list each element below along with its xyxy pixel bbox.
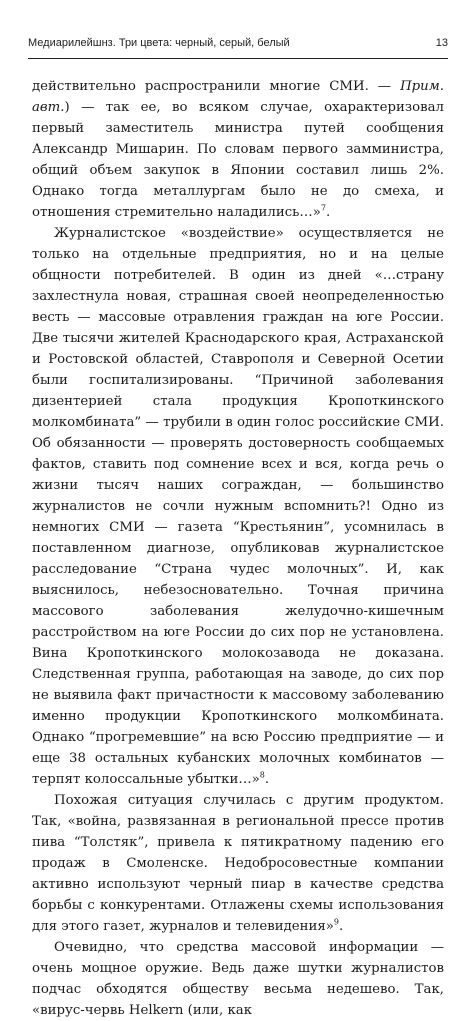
paragraph-text: Похожая ситуация случилась с другим продуктом. Так, «война, развязанная в региональной прессе против пива “Толстяк”, привела к пятикратному падению его продаж в Смоленске. Недобросовестные компании активно используют черный пиар в качестве средства борьбы с конкурентами. Отлажены схемы использования для этого газет, журналов и телевидения» xyxy=(32,793,444,934)
paragraph-4 xyxy=(32,937,444,1021)
page-number: 13 xyxy=(435,37,448,49)
paragraph-text: ) — так ее, во всяком случае, охарактеризовал первый заместитель министра путей сообщения Александр Мишарин. По словам первого замминистра, общий объем закупок в Японии составил лишь 2%. Однако тогда металлургам было не до смеха, и отношения стремительно наладились…» xyxy=(32,100,444,220)
footnote-ref: 8 xyxy=(259,770,265,780)
paragraph-text: Очевидно, что средства массовой информации — очень мощное оружие. Ведь даже шутки журналистов подчас обходятся обществу весьма недешево. Так, «вирус-червь Helkern (или, как xyxy=(32,940,444,1018)
paragraph-1 xyxy=(32,76,444,223)
running-title: Медиарилейшнз. Три цвета: черный, серый, белый xyxy=(28,37,290,49)
body-text xyxy=(32,76,444,1021)
footnote-ref: 7 xyxy=(320,203,326,213)
paragraph-end: . xyxy=(325,205,331,220)
author-note-italic: Прим. авт. xyxy=(32,79,444,115)
paragraph-end: . xyxy=(338,919,344,934)
paragraph-end: . xyxy=(264,772,270,787)
paragraph-3 xyxy=(32,790,444,937)
paragraph-text: Журналистское «воздействие» осуществляется не только на отдельные предприятия, но и на целые общности потребителей. В один из дней «…страну захлестнула новая, страшная своей неопределенностью весть — массовые отравления граждан на юге России. Две тысячи жителей Краснодарского края, Астраханской и Ростовской областей, Ставрополя и Северной Осетии были госпитализированы. “Причиной заболевания дизентерией стала продукция Кропоткинского молкомбината” — трубили в один голос российские СМИ. Об обязанности — проверять достоверность сообщаемых фактов, ставить под сомнение всех и вся, когда речь о жизни тысяч наших сограждан, — большинство журналистов не сочли нужным вспомнить?! Одно из немногих СМИ — газета “Крестьянин”, усомнилась в поставленном диагнозе, опубликовав журналистское расследование “Страна чудес молочных”. И, как выяснилось, небезосновательно. Точная причина массового заболевания желудочно-кишечным расстройством на юге России до сих пор не установлена. Вина Кропоткинского молокозавода не доказана. Следственная группа, работающая на заводе, до сих пор не выявила факт причастности к массовому заболеванию именно продукции Кропоткинского молкомбината. Однако “прогремевшие” на всю Россию предприятие — и еще 38 остальных кубанских молочных комбинатов — терпят колоссальные убытки…» xyxy=(32,226,444,787)
paragraph-2 xyxy=(32,223,444,790)
header-rule xyxy=(28,58,448,59)
footnote-ref: 9 xyxy=(333,917,339,927)
paragraph-text: действительно распространили многие СМИ. — xyxy=(32,79,401,94)
running-header xyxy=(28,30,448,56)
